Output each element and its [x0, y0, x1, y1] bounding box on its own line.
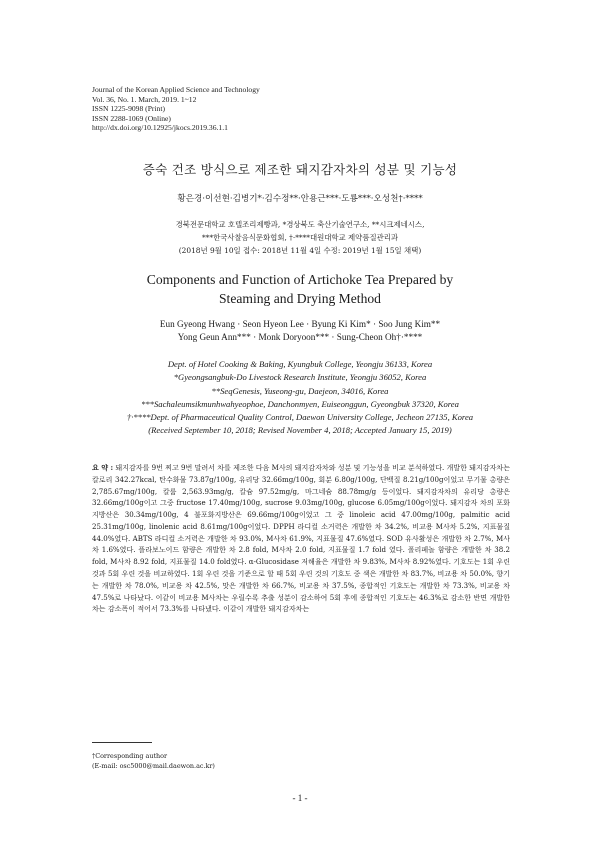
abstract — [92, 462, 510, 615]
english-title — [0, 270, 600, 308]
korean-affiliation-line: 경북전문대학교 호텔조리제빵과, *경상북도 축산기술연구소, **시크제네시스, — [175, 220, 425, 229]
english-authors-line: Yong Geun Ann*** · Monk Doryoon*** · Sung-Cheon Oh†·**** — [177, 332, 423, 342]
english-affiliation-line: †·****Dept. of Pharmaceutical Quality Control, Daewon University College, Jecheon 27135, Korea — [126, 412, 474, 423]
footnote — [92, 752, 392, 771]
footnote-divider — [92, 742, 152, 743]
korean-authors: 황은경·이선현·김병기*·김수정**·안용근***·도룡***·오성천†·**** — [177, 194, 423, 204]
abstract-text: 돼지감자를 9번 찌고 9번 말려서 차를 제조한 다음 M사의 돼지감자차와 성분 및 기능성을 비교 분석하였다. 개발한 돼지감자차는 칼로리 342.27kcal, 탄수화물 73.87g/100g, 유리당 32.66mg/100g, 회분 6.80g/100g, 단백질 8.21g/100g이었고 무기물 총량은 2,785.67mg/100g, 칼륨 2,563.93mg/g, 칼슘 97.52mg/g, 마그네슘 88.78mg/g 등이었다. 돼지감자차의 유리당 총량은 32.66mg/100g이고 그중 fructose 17.40mg/100g, sucrose 9.03mg/100g, glucose 6.05mg/100g이었다. 돼지감자 차의 포화지방산은 30.34mg/100g, 4 불포화지방산은 69.66mg/100g이었고 그 중 linoleic acid 47.00mg/100g, palmitic acid 25.31mg/100g, linolenic acid 8.61mg/100g이었다. DPPH 라디컬 소거력은 개발한 차 34.2%, 비교용 M사차 5.2%, 지표물질 44.0%였다. ABTS 라디컬 소거력은 개발한 차 93.0%, M사차 61.9%, 지표물질 47.6%였다. SOD 유사활성은 개발한 차 2.7%, M사차 1.6%였다. 플라보노이드 함량은 개발한 차 2.8 fold, M사차 2.0 fold, 지표물질 1.7 fold 였다. 폴리페놀 함량은 개발한 차 38.2 fold, M사차 8.92 fold, 지표물질 14.0 fold였다. α-Glucosidase 저해율은 개발한 차 9.83%, M사차 8.92%였다. 기호도는 1회 우린 것과 5회 우린 것을 비교하였다. 1회 우린 것을 기준으로 할 때 5회 우린 것의 기호도 중 색은 개발한 차 83.7%, 비교용 차 50.0%, 향기는 개발한 차 78.0%, 비교용 차 42.5%, 맛은 개발한 차 66.7%, 비교용 차 37.5%, 종합적인 기호도는 개발한 차 73.3%, 비교용 차 47.5%로 나타났다. 이같이 비교용 M사차는 우릴수록 추출 성분이 감소하여 5회 후에 종합적인 기호도는 46.3%로 감소한 반면 개발한 차는 감소폭이 적어서 73.3%를 나타냈다. 이같이 개발한 돼지감자차는 — [92, 463, 511, 614]
abstract-label: 요 약 : — [92, 463, 114, 472]
english-authors-line: Eun Gyeong Hwang · Seon Hyeon Lee · Byung Ki Kim* · Soo Jung Kim** — [159, 319, 441, 329]
journal-info — [92, 85, 512, 133]
english-title-line: Steaming and Drying Method — [219, 291, 381, 306]
korean-affiliations — [0, 218, 600, 257]
journal-name: Journal of the Korean Applied Science and Technology — [92, 85, 260, 94]
journal-volume: Vol. 36, No. 1. March, 2019. 1~12 — [92, 94, 197, 104]
page-number: - 1 - — [292, 793, 308, 803]
english-authors — [0, 318, 600, 344]
english-affiliation-line: *Gyeongsangbuk-Do Livestock Research Institute, Yeongju 36052, Korea — [173, 372, 427, 383]
doi-link[interactable]: http://dx.doi.org/10.12925/jkocs.2019.36.1.1 — [92, 123, 228, 133]
english-affiliation-line: ***Sachaleumsikmunhwahyeophoe, Danchonmyen, Euiseonggun, Gyeongbuk 37320, Korea — [141, 398, 459, 409]
corresponding-author: †Corresponding author — [92, 752, 168, 760]
korean-title: 증숙 건조 방식으로 제조한 돼지감자차의 성분 및 기능성 — [142, 162, 458, 177]
issn-print: ISSN 1225-9098 (Print) — [92, 104, 165, 114]
korean-dates: (2018년 9월 10일 접수: 2018년 11월 4일 수정: 2019년 1월 15일 채택) — [178, 246, 422, 255]
english-affiliations — [0, 358, 600, 438]
korean-affiliation-line: ***한국사찰음식문화협회, †·****대원대학교 제약품질관리과 — [201, 233, 399, 242]
english-affiliation-line: Dept. of Hotel Cooking & Baking, Kyungbuk College, Yeongju 36133, Korea — [167, 359, 433, 369]
corresponding-email: (E-mail: osc5000@mail.daewon.ac.kr) — [92, 761, 215, 770]
english-affiliation-line: **SeqGenesis, Yuseong-gu, Daejeon, 34016, Korea — [211, 385, 389, 396]
issn-online: ISSN 2288-1069 (Online) — [92, 113, 171, 123]
english-received-dates: (Received September 10, 2018; Revised November 4, 2018; Accepted January 15, 2019) — [148, 425, 452, 436]
english-title-line: Components and Function of Artichoke Tea Prepared by — [146, 272, 454, 287]
